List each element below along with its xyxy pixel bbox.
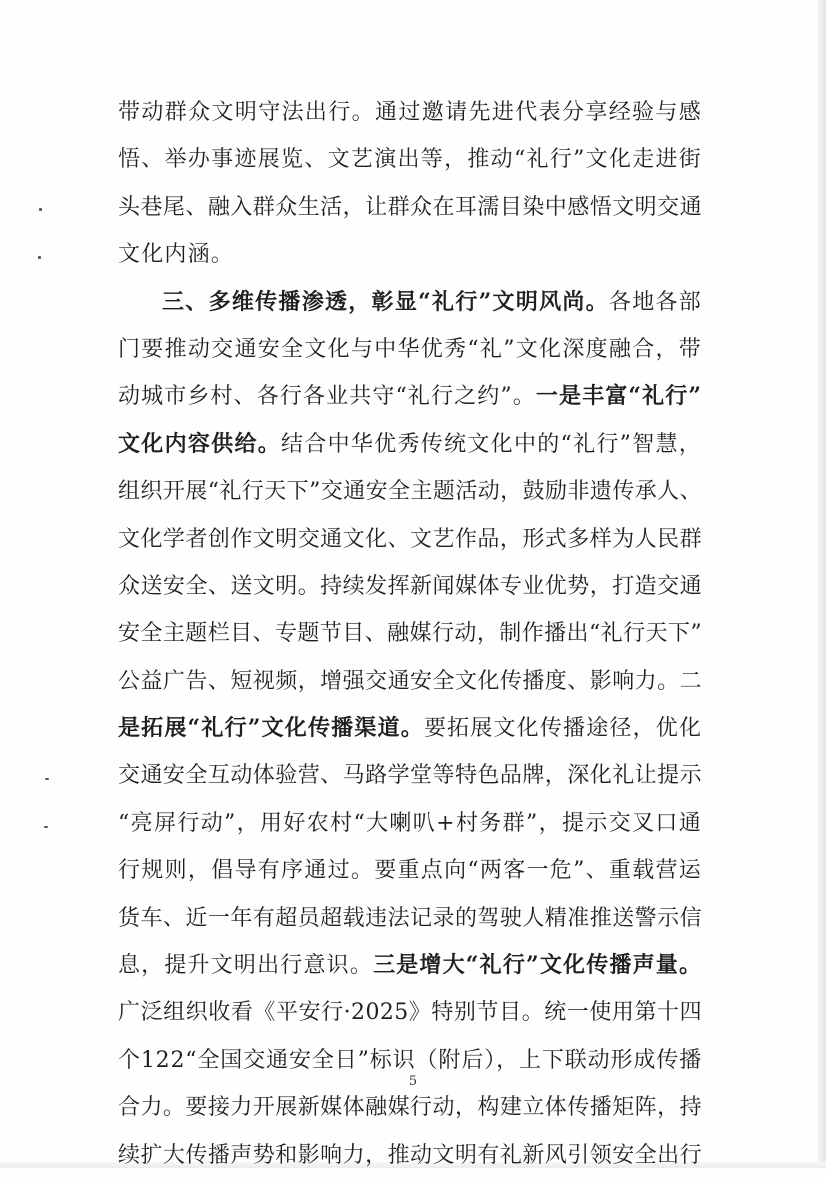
section-heading: 三、多维传播渗透，彰显“礼行”文明风尚。 (162, 288, 609, 315)
section-heading-line (118, 279, 702, 326)
page-number: 5 (408, 1074, 418, 1089)
bold-run: 一是丰富“礼行” (535, 383, 702, 410)
text-run: 安全主题栏目、专题节目、融媒行动，制作播出“礼行天下” (118, 621, 702, 647)
scan-speck (38, 256, 41, 259)
text-run: 悟、举办事迹展览、文艺演出等，推动“礼行”文化走进街 (118, 147, 702, 173)
text-line (118, 89, 702, 136)
text-line (118, 421, 702, 468)
text-line (118, 989, 702, 1036)
text-run: 广泛组织收看《平安行·2025》特别节目。统一使用第十四 (118, 1000, 702, 1026)
text-line (118, 184, 702, 231)
text-run: 合力。要接力开展新媒体融媒行动，构建立体传播矩阵，持 (118, 1095, 702, 1121)
text-run: 各地各部 (608, 289, 702, 315)
text-run: 动城市乡村、各行各业共守“礼行之约”。 (118, 384, 536, 410)
scan-speck (39, 208, 42, 211)
page-edge-shadow (818, 0, 826, 1168)
text-line (118, 373, 702, 420)
text-run: 结合中华优秀传统文化中的“礼行”智慧， (281, 431, 702, 457)
text-run: 个122“全国交通安全日”标识（附后），上下联动形成传播 (118, 1047, 702, 1073)
bold-run: 文化内容供给。 (118, 430, 282, 457)
text-run: 众送安全、送文明。持续发挥新闻媒体专业优势，打造交通 (118, 573, 702, 599)
text-run: 要拓展文化传播途径，优化 (423, 716, 702, 742)
text-run: 带动群众文明守法出行。通过邀请先进代表分享经验与感 (118, 100, 702, 125)
text-run: 行规则，倡导有序通过。要重点向“两客一危”、重载营运 (118, 858, 702, 884)
scan-speck (45, 778, 49, 780)
text-line (118, 800, 702, 847)
text-line (118, 658, 702, 705)
text-line (118, 847, 702, 894)
text-line (118, 563, 702, 610)
text-line (118, 516, 702, 563)
text-line (118, 231, 702, 278)
text-line (118, 895, 702, 942)
text-line (118, 752, 702, 799)
text-run: 文化学者创作文明交通文化、文艺作品，形式多样为人民群 (118, 526, 702, 552)
text-run: 门要推动交通安全文化与中华优秀“礼”文化深度融合，带 (118, 336, 702, 362)
text-run: 交通安全互动体验营、马路学堂等特色品牌，深化礼让提示 (118, 763, 702, 789)
text-run: 货车、近一年有超员超载违法记录的驾驶人精准推送警示信 (118, 905, 702, 931)
text-line (118, 468, 702, 515)
text-run: “亮屏行动”，用好农村“大喇叭+村务群”，提示交叉口通 (118, 810, 702, 836)
bold-run: 三是增大“礼行”文化传播声量。 (373, 952, 702, 979)
text-line (118, 136, 702, 183)
text-run: 公益广告、短视频，增强交通安全文化传播度、影响力。二 (118, 668, 702, 694)
text-line (118, 705, 702, 752)
text-line (118, 1132, 702, 1179)
scan-speck (44, 826, 48, 828)
text-run: 组织开展“礼行天下”交通安全主题活动，鼓励非遗传承人、 (118, 479, 702, 505)
text-line (118, 1084, 702, 1131)
text-line (118, 610, 702, 657)
text-line (118, 942, 702, 989)
text-run: 息，提升文明出行意识。 (118, 953, 374, 979)
bold-run: 是拓展“礼行”文化传播渠道。 (118, 715, 424, 742)
text-run: 头巷尾、融入群众生活，让群众在耳濡目染中感悟文明交通 (118, 194, 702, 220)
text-line (118, 326, 702, 373)
text-run: 续扩大传播声势和影响力，推动文明有礼新风引领安全出行 (118, 1142, 702, 1168)
body-text (118, 89, 702, 1179)
text-run: 文化内涵。 (118, 242, 235, 268)
